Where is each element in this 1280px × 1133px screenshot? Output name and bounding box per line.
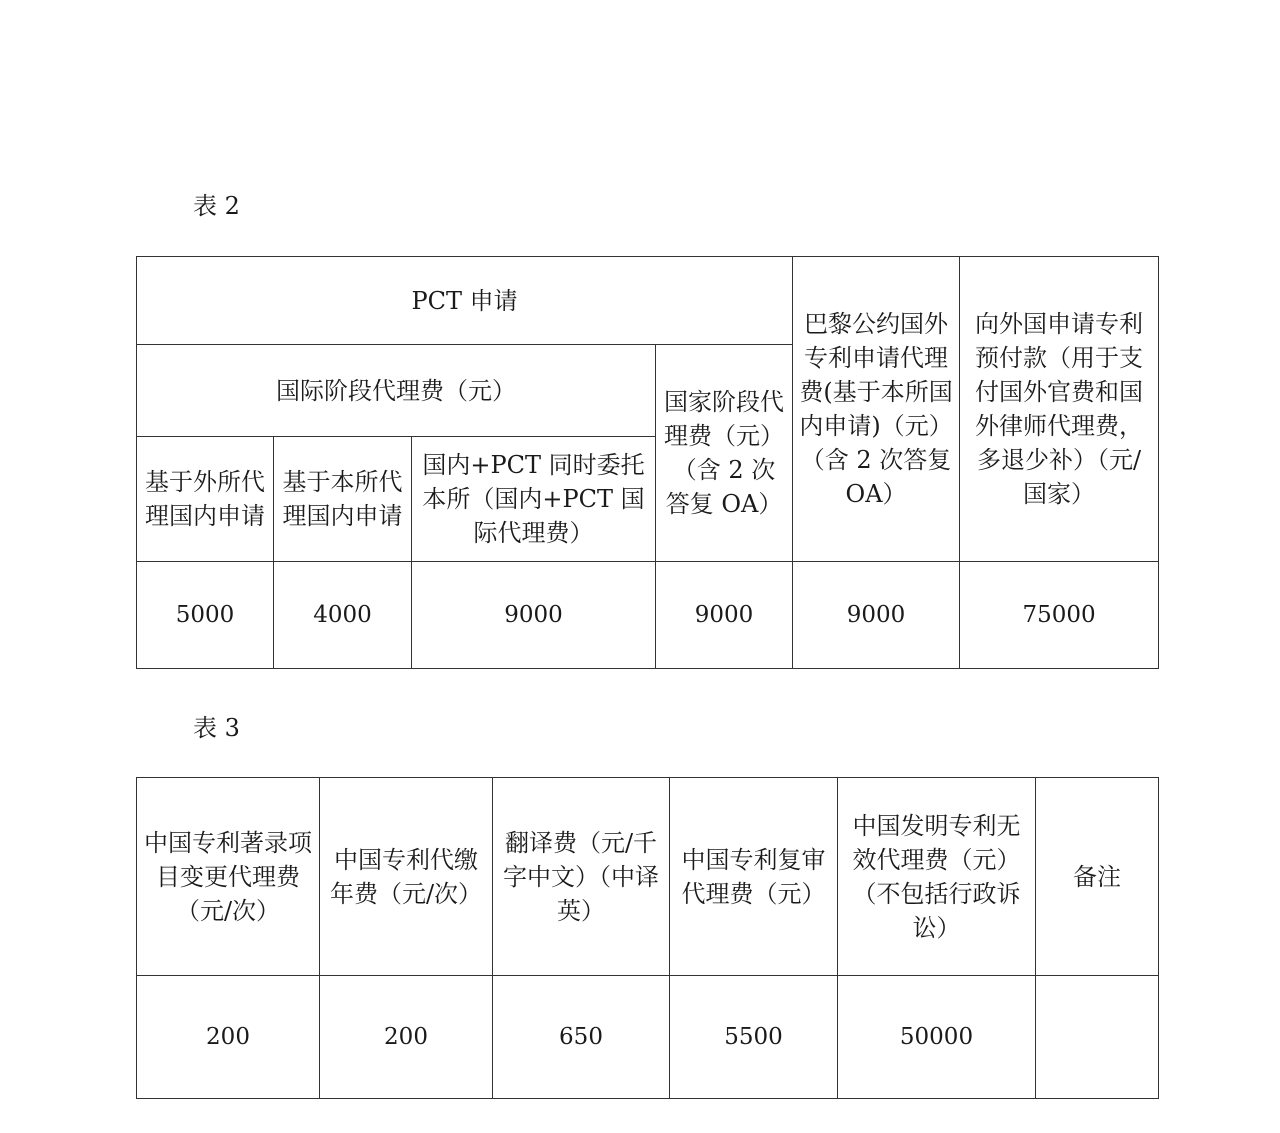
paris-convention-fee-header: 巴黎公约国外专利申请代理费(基于本所国内申请)（元）（含 2 次答复 OA）	[793, 257, 960, 562]
international-stage-fee-header: 国际阶段代理费（元）	[137, 345, 656, 437]
translation-fee-header: 翻译费（元/千字中文）（中译英）	[493, 778, 670, 976]
pct-application-header: PCT 申请	[137, 257, 793, 345]
fee-value-foreign-agency: 5000	[137, 562, 274, 669]
fee-value-domestic-plus-pct: 9000	[412, 562, 656, 669]
table-2-caption: 表 2	[193, 192, 240, 220]
annuity-payment-fee-header: 中国专利代缴年费（元/次）	[320, 778, 493, 976]
table-3-domestic-fees	[136, 777, 1159, 1099]
fee-value-paris-convention: 9000	[793, 562, 960, 669]
fee-value-annuity-payment: 200	[320, 976, 493, 1099]
reexamination-fee-header: 中国专利复审代理费（元）	[670, 778, 838, 976]
fee-value-national-stage: 9000	[656, 562, 793, 669]
remarks-value	[1036, 976, 1159, 1099]
fee-value-bibliographic-change: 200	[137, 976, 320, 1099]
domestic-plus-pct-header: 国内+PCT 同时委托本所（国内+PCT 国际代理费）	[412, 437, 656, 562]
foreign-agency-domestic-header: 基于外所代理国内申请	[137, 437, 274, 562]
bibliographic-change-fee-header: 中国专利著录项目变更代理费（元/次）	[137, 778, 320, 976]
table-3-caption: 表 3	[193, 714, 240, 742]
national-stage-fee-header: 国家阶段代理费（元）（含 2 次答复 OA）	[656, 345, 793, 562]
fee-value-foreign-prepayment: 75000	[960, 562, 1159, 669]
fee-value-own-agency: 4000	[274, 562, 412, 669]
foreign-prepayment-header: 向外国申请专利预付款（用于支付国外官费和国外律师代理费，多退少补）（元/国家）	[960, 257, 1159, 562]
own-agency-domestic-header: 基于本所代理国内申请	[274, 437, 412, 562]
invalidation-fee-header: 中国发明专利无效代理费（元）（不包括行政诉讼）	[838, 778, 1036, 976]
fee-value-translation: 650	[493, 976, 670, 1099]
fee-value-invalidation: 50000	[838, 976, 1036, 1099]
remarks-header: 备注	[1036, 778, 1159, 976]
table-2-pct-fees	[136, 256, 1159, 669]
fee-value-reexamination: 5500	[670, 976, 838, 1099]
